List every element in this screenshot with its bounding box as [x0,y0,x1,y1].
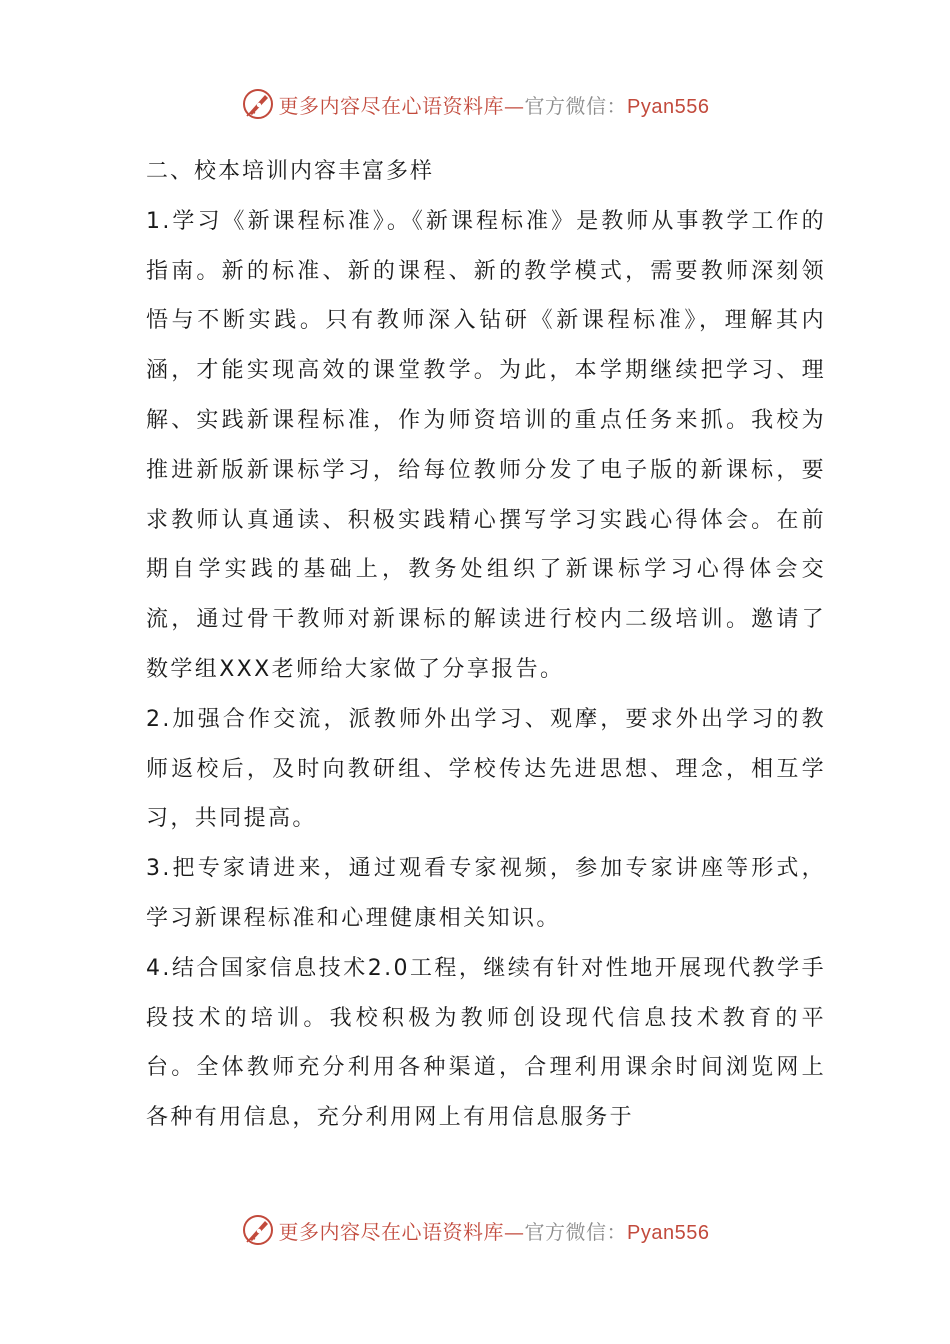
banner-brand: 更多内容尽在心语资料库 [278,1219,505,1244]
pen-logo-icon [241,1213,275,1247]
header-watermark-banner [0,84,950,124]
banner-label: 官方微信： [524,1219,628,1244]
section-heading: 二、校本培训内容丰富多样 [146,159,435,184]
paragraph-3: 3.把专家请进来，通过观看专家视频，参加专家讲座等形式，学习新课程标准和心理健康相关知识。 [146,856,826,931]
pen-logo-icon [241,87,275,121]
footer-watermark-banner [0,1210,950,1250]
banner-brand: 更多内容尽在心语资料库 [278,93,505,118]
banner-label: 官方微信： [524,93,628,118]
banner-text [279,1216,710,1245]
document-body [146,147,826,1143]
paragraph-4: 4.结合国家信息技术2.0工程，继续有针对性地开展现代教学手段技术的培训。我校积极为教师创设现代信息技术教育的平台。全体教师充分利用各种渠道，合理利用课余时间浏览网上各种有用信息，充分利用网上有用信息服务于 [146,955,826,1131]
banner-dash: — [504,1219,525,1244]
banner-wechat-id: Pyan556 [627,1221,710,1244]
banner-wechat-id: Pyan556 [627,95,710,118]
banner-dash: — [504,93,525,118]
paragraph-2: 2.加强合作交流，派教师外出学习、观摩，要求外出学习的教师返校后，及时向教研组、学校传达先进思想、理念，相互学习，共同提高。 [146,706,826,832]
banner-text [279,90,710,119]
paragraph-1: 1.学习《新课程标准》。《新课程标准》是教师从事教学工作的指南。新的标准、新的课程、新的教学模式，需要教师深刻领悟与不断实践。只有教师深入钻研《新课程标准》，理解其内涵，才能实现高效的课堂教学。为此，本学期继续把学习、理解、实践新课程标准，作为师资培训的重点任务来抓。我校为推进新版新课标学习，给每位教师分发了电子版的新课标，要求教师认真通读、积极实践精心撰写学习实践心得体会。在前期自学实践的基础上，教务处组织了新课标学习心得体会交流，通过骨干教师对新课标的解读进行校内二级培训。邀请了数学组XXX老师给大家做了分享报告。 [146,208,826,682]
